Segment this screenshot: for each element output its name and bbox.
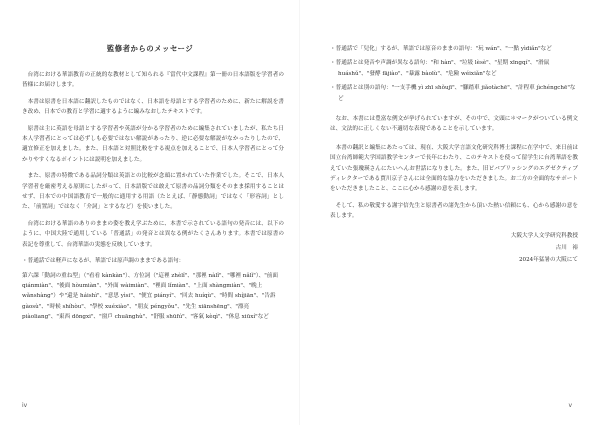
- signature-block: [330, 230, 578, 266]
- page-title: 監修者からのメッセージ: [106, 44, 194, 53]
- left-page-body: [22, 70, 284, 329]
- paragraph: 原書は主に英語を母語とする学習者や英語が分かる学習者のために編集されていましたが、私たち日本人学習者にとっては必ずしも必要ではない解説があったり、逆に必要な解説がなかったりしたので、適宜修正を加えました。また、日本語と対照比較をする視点を加えることで、日本人学習者にとって分かりやすくなるポイントには説明を加えました。: [22, 125, 284, 163]
- bullet-item: ・普通話とは発音や声調が異なる語句："和 hàn"、"垃圾 lèsè"、"星期 xīngqí"、"滑鼠 huáshǔ"、"發酵 fājiào"、"暴露 bàolù"、"危險 wéixiǎn"など: [330, 60, 550, 77]
- paragraph: 台湾における華語のありのままの姿を教え学ぶために、本書で示されている語句の発音には、以下のように、中国大陸で通用している「普通話」の発音とは異なる例がたくさんあります。本書では原書の表記を尊重して、台湾華語の実態を反映しています。: [22, 220, 284, 248]
- paragraph: 本書は原書を日本語に翻訳したものではなく、日本語を母語とする学習者のために、新たに解説を書き改め、日本での教育と学習に適するように編みなおしたテキストです。: [22, 98, 284, 116]
- bullet-item: ・普通話とは別の語句："一支手機 yì zhī shǒujī"、"腳踏車 jiǎotàchē"、"計程車 jìchéngchē"など: [330, 85, 576, 102]
- paragraph: なお、本書には豊富な例文が挙げられていますが、その中で、文頭に＊マークがついている例文は、文法的に正しくない不適切な表現であることを示しています。: [330, 116, 578, 133]
- page-number: iv: [22, 402, 28, 409]
- signature-affiliation: 大阪大学人文学研究科教授: [510, 232, 578, 239]
- paragraph: また、原書の特徴である品詞分類は英語との比較が念頭に置かれていた作業でした。そこで、日本人学習者を厳密考える原則にしたがって、日本語版では敢えて原書の品詞分類をそのまま採用することはせず、日本での中国語教育で一般的に通用する用語（たとえば、「静態動詞」ではなく「形容詞」とした、「前置詞」ではなく「介詞」とするなど）を使いました。: [22, 173, 284, 211]
- signature-name: 古川 裕: [555, 244, 578, 251]
- right-page-body: [330, 44, 578, 266]
- bullet-item: ・普通話で「兒化」するが、華語では原音のままの語句："玩 wán"、"一點 yìdiǎn"など: [330, 46, 552, 52]
- right-page: [300, 0, 600, 425]
- paragraph: 本書の翻訳と編集にあたっては、現在、大阪大学言語文化研究科博士課程に在学中で、来日前は国立台湾師範大学国語教学センターで長年にわたり、このテキストを使って留学生に台湾華語を教えていた張瓊瑛さんにたいへんお世話になりました。また、旧ピバブリッシングのエグゼクティブディレクターである賈川京子さんには全面的な協力をいただきました。お二方の全面的なサポートをいただきましたこと、ここに心から感謝の意を表します。: [330, 144, 578, 193]
- page-number: v: [568, 402, 572, 409]
- paragraph: そして、私の敬愛する謝宇信先生と原書者の諸先生から頂いた熱い信頼にも、心から感謝の意を表します。: [330, 202, 578, 220]
- signature-date: 2024年猛暑の大阪にて: [519, 256, 578, 263]
- paragraph: 台湾における華語教育の正統的な教材として知られる『當代中文課程』第一冊の日本語版を学習者の皆様にお届けします。: [22, 72, 284, 89]
- bullet-detail: 第六課「動詞の重ね型」（"看看 kànkàn"）、方位詞（"這裡 zhèlǐ"、"那裡 nàlǐ"、"哪裡 nǎlǐ"）、"前面 qiánmiàn"、"後面 hòumiàn"、"外面 wàimiàn"、"裡面 lǐmiàn"、"上面 shàngmiàn"、"晚上 wǎnshàng"）や"還是 háishì"、"意思 yìsi"、"便宜 piányí"、"回去 huíqù"、"時間 shíjiān"、"告訴 gàosù"、"時候 shíhòu"、"學校 xuéxiào"、"朋友 péngyǒu"、"先生 xiānshēng"、"漂亮 piàoliang"、"東西 dōngxi"、"窗戶 chuānghù"、"舒服 shūfú"、"客氣 kèqì"、"休息 xiūxí"など: [22, 272, 278, 321]
- bullet-item: ・普通話では軽声になるが、華語では原声調のままである語句：: [22, 258, 185, 265]
